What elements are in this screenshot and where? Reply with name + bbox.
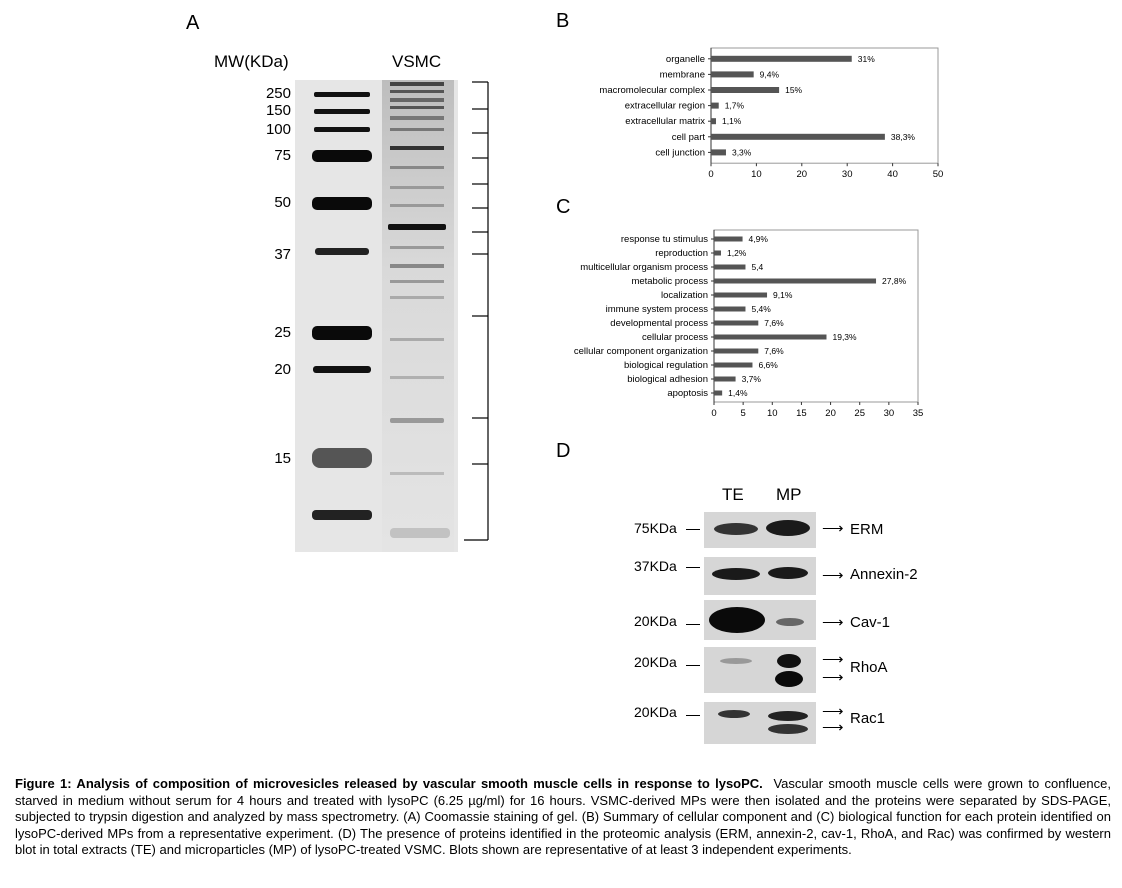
blot-arrow-icon: ⟶: [822, 703, 844, 720]
data-label: 9,4%: [759, 69, 780, 80]
bar: [711, 87, 779, 93]
coomassie-gel-image: [290, 76, 500, 552]
data-label: 3,7%: [741, 374, 761, 384]
cellular-component-chart: [560, 44, 960, 184]
x-tick-label: 10: [766, 408, 778, 416]
blot-arrow-icon: ⟶: [822, 614, 844, 631]
x-tick-label: 0: [711, 408, 717, 416]
blot-erm: [704, 512, 816, 548]
data-label: 1,2%: [726, 248, 747, 258]
blot-lane-mp: MP: [776, 485, 802, 504]
x-tick-label: 15: [796, 408, 807, 416]
x-tick-label: 50: [932, 169, 944, 181]
data-label: 7,6%: [764, 346, 784, 356]
category-label: multicellular organism process: [580, 262, 708, 273]
data-label: 6,6%: [758, 360, 778, 370]
blot-protein-label: RhoA: [850, 659, 888, 676]
x-tick-label: 20: [796, 169, 808, 181]
category-label: biological adhesion: [627, 374, 708, 385]
blot-arrow-icon: ⟶: [822, 520, 844, 537]
data-label: 7,6%: [764, 318, 784, 328]
bar: [714, 307, 745, 312]
blot-rac1: [704, 702, 816, 744]
x-tick-label: 25: [854, 408, 866, 416]
gel-mw-header: MW(KDa): [214, 52, 289, 71]
bar: [714, 237, 743, 242]
data-label: 3,3%: [731, 147, 752, 158]
category-label: cellular component organization: [573, 346, 708, 357]
data-label: 1,4%: [728, 388, 748, 398]
category-label: cellular process: [642, 332, 708, 343]
category-label: cell part: [671, 131, 705, 143]
x-tick-label: 5: [740, 408, 746, 416]
plot-frame: [711, 48, 938, 163]
blot-mw-label: 20KDa: [634, 613, 677, 629]
panel-label-a: A: [186, 12, 200, 34]
blot-mw-label: 75KDa: [634, 520, 677, 536]
category-label: macromolecular complex: [599, 85, 705, 96]
blot-mw-tick: [686, 665, 700, 666]
blot-mw-tick: [686, 624, 700, 625]
category-label: extracellular region: [624, 100, 705, 112]
biological-function-chart: [560, 226, 960, 416]
blot-cav-1: [704, 600, 816, 640]
bar: [714, 391, 722, 396]
data-label: 5,4%: [751, 304, 771, 314]
blot-mw-label: 20KDa: [634, 704, 677, 720]
data-label: 4,9%: [748, 234, 768, 244]
category-label: localization: [661, 290, 708, 301]
category-label: immune system process: [605, 304, 708, 315]
caption-title: Figure 1: Analysis of composition of microvesicles released by vascular smooth muscle cells in response to lysoPC.: [15, 776, 763, 791]
data-label: 31%: [857, 53, 875, 64]
bar: [711, 56, 852, 62]
bar: [714, 265, 745, 270]
bar: [711, 103, 719, 109]
x-tick-label: 10: [751, 169, 762, 181]
bar: [714, 377, 736, 382]
x-tick-label: 30: [883, 408, 895, 416]
gel-marker-label: 20: [274, 361, 291, 378]
blot-annexin-2: [704, 557, 816, 595]
category-label: response tu stimulus: [620, 234, 708, 245]
gel-marker-label: 150: [265, 102, 291, 119]
data-label: 9,1%: [773, 290, 793, 300]
x-tick-label: 30: [841, 169, 853, 181]
bar: [711, 134, 885, 140]
blot-mw-label: 20KDa: [634, 654, 677, 670]
gel-lane-header: VSMC: [392, 52, 442, 71]
bar: [714, 349, 758, 354]
gel-marker-label: 25: [274, 324, 291, 341]
bar: [714, 335, 826, 340]
category-label: extracellular matrix: [625, 116, 705, 128]
gel-marker-label: 100: [265, 121, 291, 138]
blot-rhoa: [704, 647, 816, 693]
x-tick-label: 35: [912, 408, 924, 416]
caption-body: Vascular smooth muscle cells were grown to confluence, starved in medium without serum for 4 hours and treated with lysoPC (6.25 µg/ml) for 16 hours. VSMC-derived MPs were then isolated and the proteins were separated by SDS-PAGE, subjected to trypsin digestion and analyzed by mass spectrometry. (A) Coomassie staining of gel. (B) Summary of cellular component and (C) biological function for each protein identified on lysoPC-derived MPs from a representative experiment. (D) The presence of proteins identified in the proteomic analysis (ERM, annexin-2, cav-1, RhoA, and Rac) was confirmed by western blot in total extracts (TE) and microparticles (MP) of lysoPC-treated VSMC. Blots shown are representative of at least 3 independent experiments.: [15, 776, 1111, 858]
category-label: metabolic process: [631, 276, 708, 287]
x-tick-label: 40: [887, 169, 898, 181]
x-tick-label: 0: [708, 169, 714, 181]
gel-marker-label: 250: [265, 85, 291, 102]
category-label: apoptosis: [667, 388, 708, 399]
category-label: biological regulation: [624, 360, 708, 371]
blot-arrow-icon: ⟶: [822, 651, 844, 668]
bar: [711, 149, 726, 155]
panel-label-b: B: [556, 10, 570, 32]
category-label: membrane: [659, 69, 705, 81]
gel-marker-label: 50: [274, 194, 291, 211]
blot-arrow-icon: ⟶: [822, 719, 844, 736]
category-label: organelle: [665, 53, 705, 65]
blot-mw-tick: [686, 567, 700, 568]
blot-mw-tick: [686, 715, 700, 716]
bar: [714, 321, 758, 326]
data-label: 1,1%: [721, 116, 742, 127]
blot-mw-tick: [686, 529, 700, 530]
bar: [714, 251, 721, 256]
data-label: 5,4: [751, 262, 764, 272]
panel-label-c: C: [556, 196, 571, 218]
bar: [714, 363, 752, 368]
blot-protein-label: Cav-1: [850, 614, 891, 631]
bar: [711, 118, 716, 124]
gel-marker-label: 37: [274, 246, 291, 263]
data-label: 38,3%: [890, 131, 915, 142]
data-label: 27,8%: [882, 276, 907, 286]
category-label: reproduction: [655, 248, 708, 259]
category-label: developmental process: [610, 318, 708, 329]
data-label: 1,7%: [724, 100, 745, 111]
blot-mw-label: 37KDa: [634, 558, 677, 574]
blot-arrow-icon: ⟶: [822, 669, 844, 686]
bar: [714, 279, 876, 284]
data-label: 19,3%: [832, 332, 857, 342]
blot-protein-label: Rac1: [850, 710, 886, 727]
blot-lane-te: TE: [722, 485, 744, 504]
blot-protein-label: ERM: [850, 521, 884, 538]
category-label: cell junction: [655, 147, 705, 159]
gel-marker-label: 15: [274, 450, 291, 467]
x-tick-label: 20: [825, 408, 836, 416]
data-label: 15%: [785, 85, 803, 95]
bar: [711, 71, 754, 77]
blot-protein-label: Annexin-2: [850, 566, 918, 583]
figure-caption: [15, 776, 1111, 859]
bar: [714, 293, 767, 298]
panel-label-d: D: [556, 440, 571, 462]
blot-arrow-icon: ⟶: [822, 567, 844, 584]
gel-marker-label: 75: [274, 147, 291, 164]
